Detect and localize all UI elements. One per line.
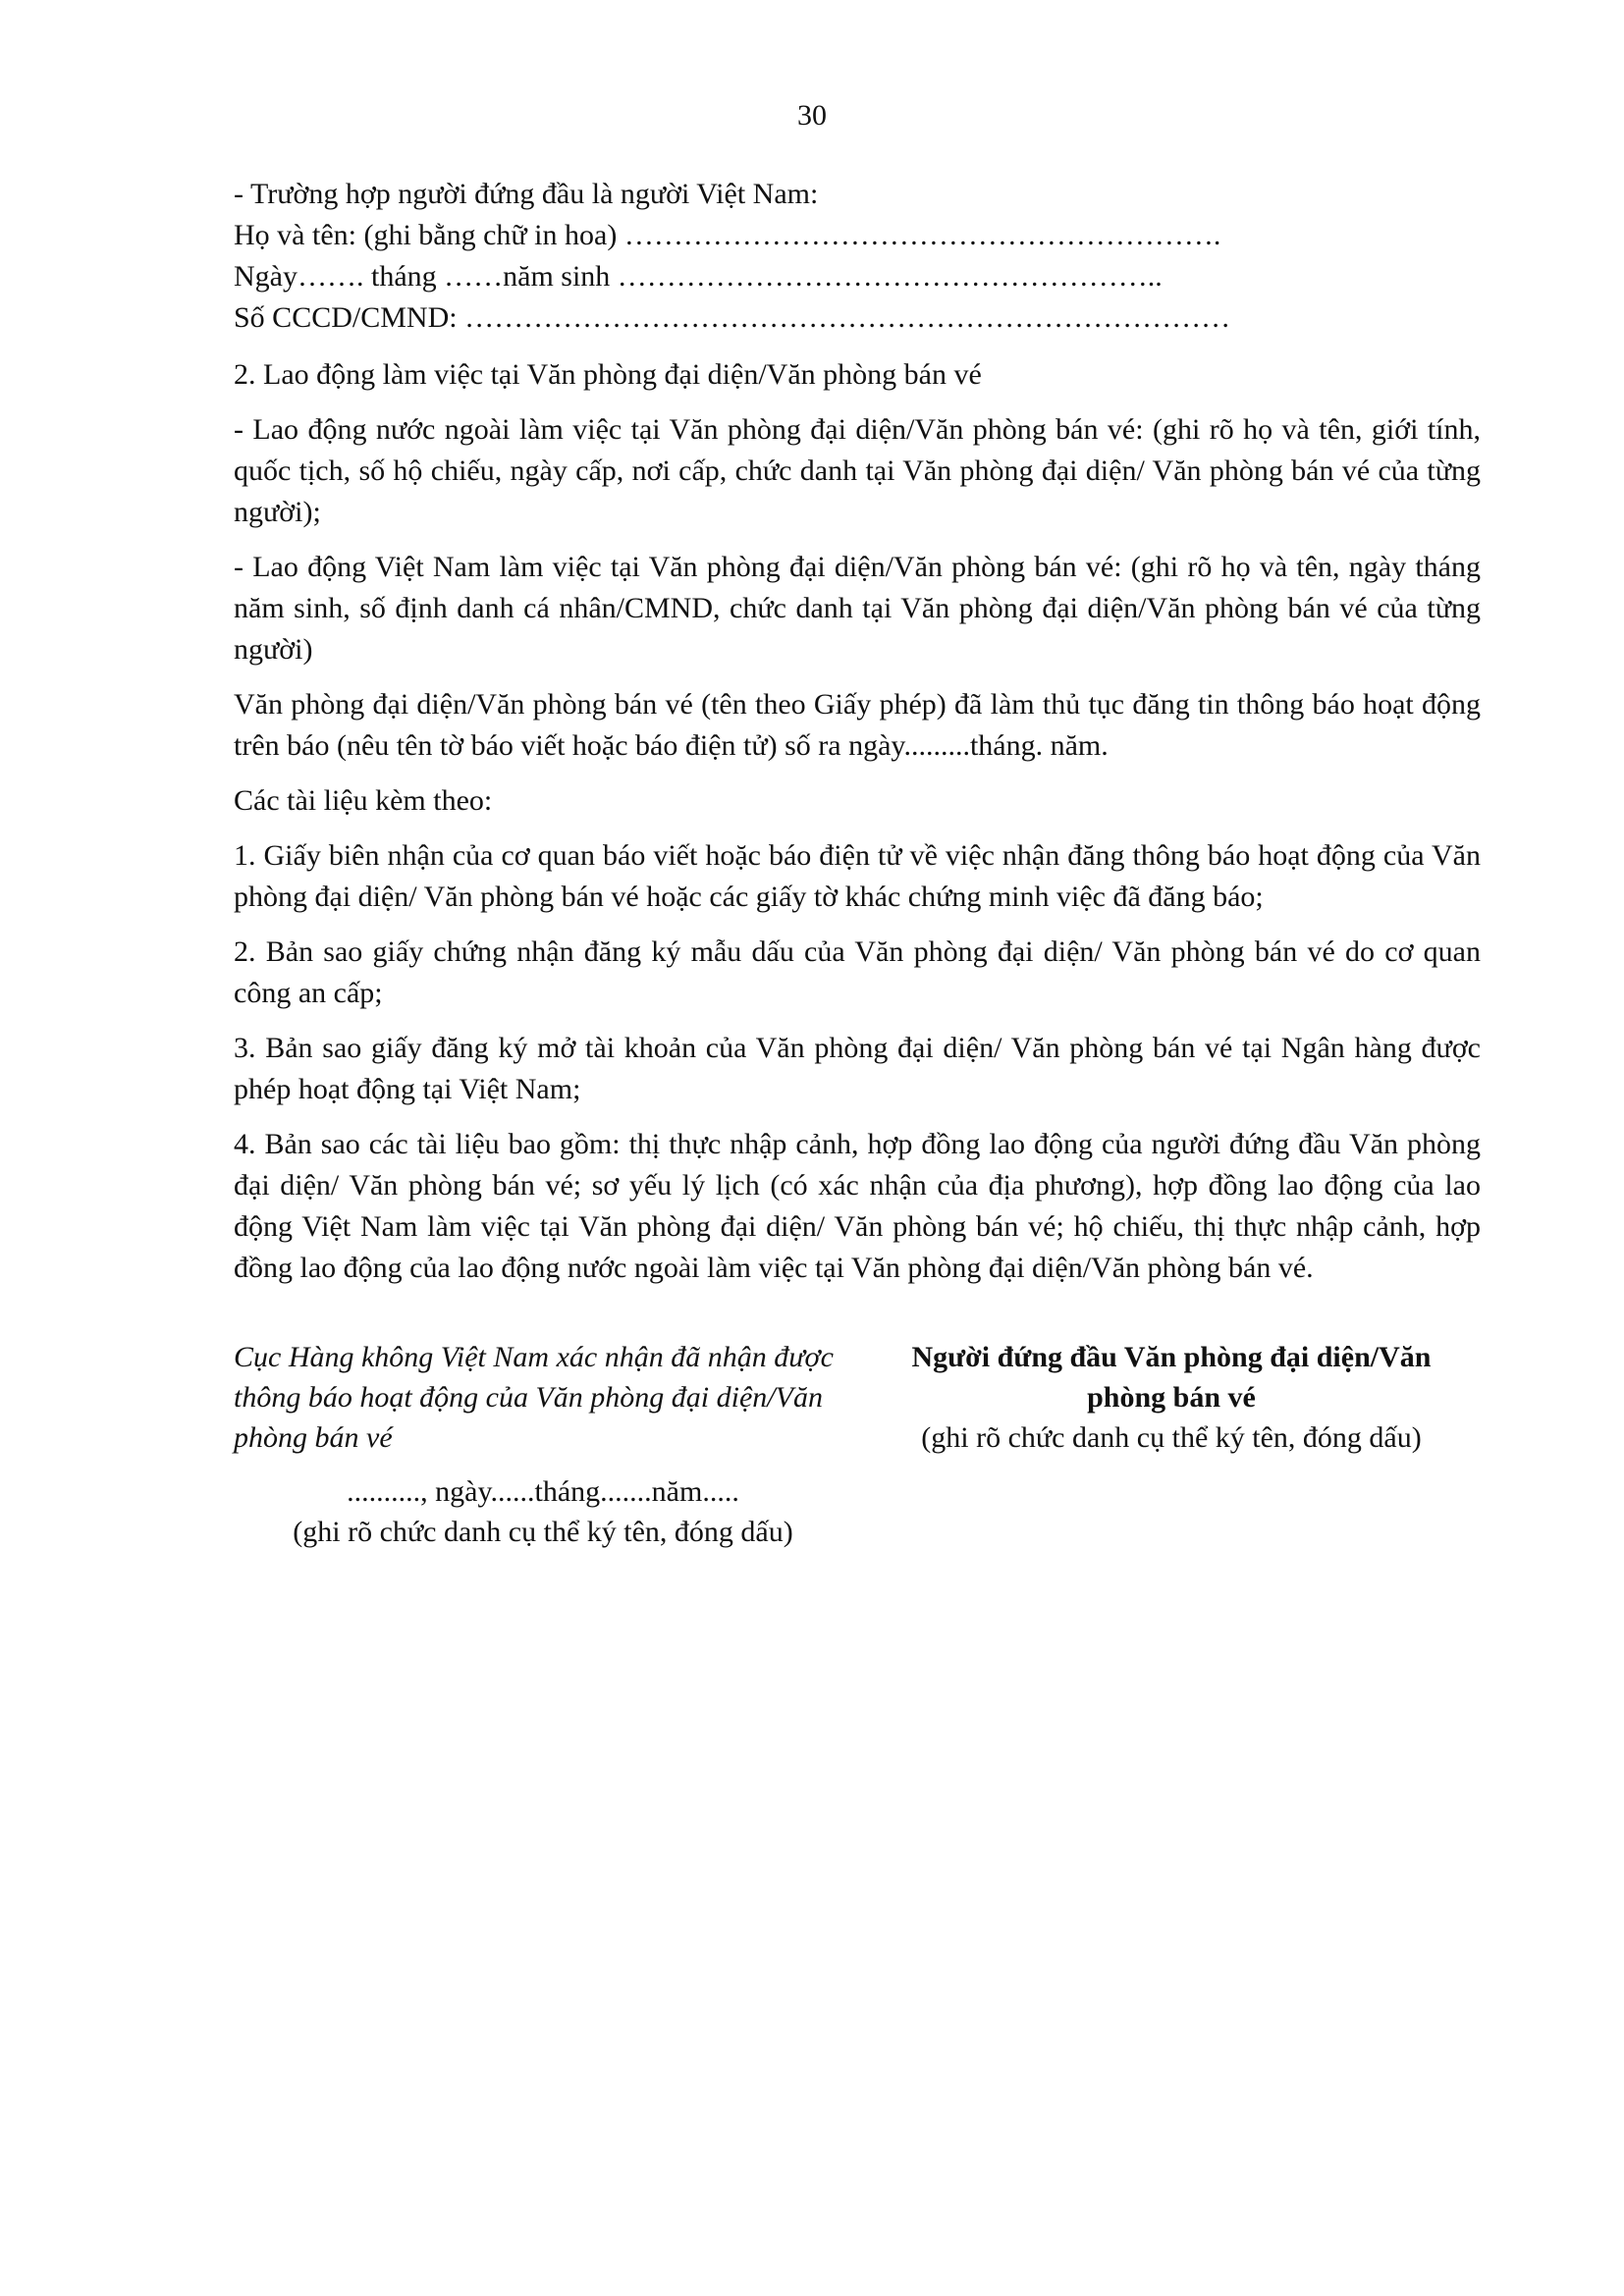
- head-of-office-vietnamese-section: [234, 174, 1481, 339]
- confirmation-date-line: .........., ngày......tháng.......năm.....: [347, 1475, 739, 1508]
- document-body: [234, 174, 1481, 1303]
- full-name-line: Họ và tên: (ghi bằng chữ in hoa) …………………………………………………….: [234, 219, 1221, 251]
- authority-confirmation-block: [234, 1337, 852, 1552]
- office-head-signature-note: (ghi rõ chức danh cụ thể ký tên, đóng dấu): [921, 1421, 1422, 1454]
- id-number-line: Số CCCD/CMND: ……………………………………………………………………: [234, 301, 1231, 334]
- attachments-intro: Các tài liệu kèm theo:: [234, 784, 493, 817]
- labor-section-heading: 2. Lao động làm việc tại Văn phòng đại diện/Văn phòng bán vé: [234, 358, 982, 391]
- office-head-title: Người đứng đầu Văn phòng đại diện/Văn: [911, 1341, 1432, 1373]
- section-intro-line: - Trường hợp người đứng đầu là người Việt Nam:: [234, 178, 819, 210]
- attachment-item: 1. Giấy biên nhận của cơ quan báo viết hoặc báo điện tử về việc nhận đăng thông báo hoạt động của Văn phòng đại diện/ Văn phòng bán vé hoặc các giấy tờ khác chứng minh việc đã đăng báo;: [234, 839, 1481, 913]
- office-head-title-continued: phòng bán vé: [1087, 1381, 1256, 1414]
- authority-confirmation-text: Cục Hàng không Việt Nam xác nhận đã nhận được thông báo hoạt động của Văn phòng đại diện/Văn phòng bán vé: [234, 1341, 834, 1454]
- office-head-signature-block: [862, 1337, 1481, 1458]
- authority-signature-note: (ghi rõ chức danh cụ thể ký tên, đóng dấu): [293, 1516, 793, 1548]
- birth-date-line: Ngày……. tháng ……năm sinh ………………………………………………..: [234, 260, 1163, 293]
- announcement-paragraph: Văn phòng đại diện/Văn phòng bán vé (tên theo Giấy phép) đã làm thủ tục đăng tin thông báo hoạt động trên báo (nêu tên tờ báo viết hoặc báo điện tử) số ra ngày.........tháng. năm.: [234, 688, 1481, 762]
- vietnamese-labor-paragraph: - Lao động Việt Nam làm việc tại Văn phòng đại diện/Văn phòng bán vé: (ghi rõ họ và tên, ngày tháng năm sinh, số định danh cá nhân/CMND, chức danh tại Văn phòng đại diện/Văn phòng bán vé của từng người): [234, 551, 1481, 666]
- attachment-item: 4. Bản sao các tài liệu bao gồm: thị thực nhập cảnh, hợp đồng lao động của người đứng đầu Văn phòng đại diện/ Văn phòng bán vé; sơ yếu lý lịch (có xác nhận của địa phương), hợp đồng lao động của lao động Việt Nam làm việc tại Văn phòng đại diện/ Văn phòng bán vé; hộ chiếu, thị thực nhập cảnh, hợp đồng lao động của lao động nước ngoài làm việc tại Văn phòng đại diện/Văn phòng bán vé.: [234, 1128, 1481, 1284]
- attachment-item: 2. Bản sao giấy chứng nhận đăng ký mẫu dấu của Văn phòng đại diện/ Văn phòng bán vé do cơ quan công an cấp;: [234, 935, 1481, 1009]
- page-number: 30: [797, 99, 827, 132]
- foreign-labor-paragraph: - Lao động nước ngoài làm việc tại Văn phòng đại diện/Văn phòng bán vé: (ghi rõ họ và tên, giới tính, quốc tịch, số hộ chiếu, ngày cấp, nơi cấp, chức danh tại Văn phòng đại diện/ Văn phòng bán vé của từng người);: [234, 413, 1481, 528]
- attachment-item: 3. Bản sao giấy đăng ký mở tài khoản của Văn phòng đại diện/ Văn phòng bán vé tại Ngân hàng được phép hoạt động tại Việt Nam;: [234, 1032, 1481, 1105]
